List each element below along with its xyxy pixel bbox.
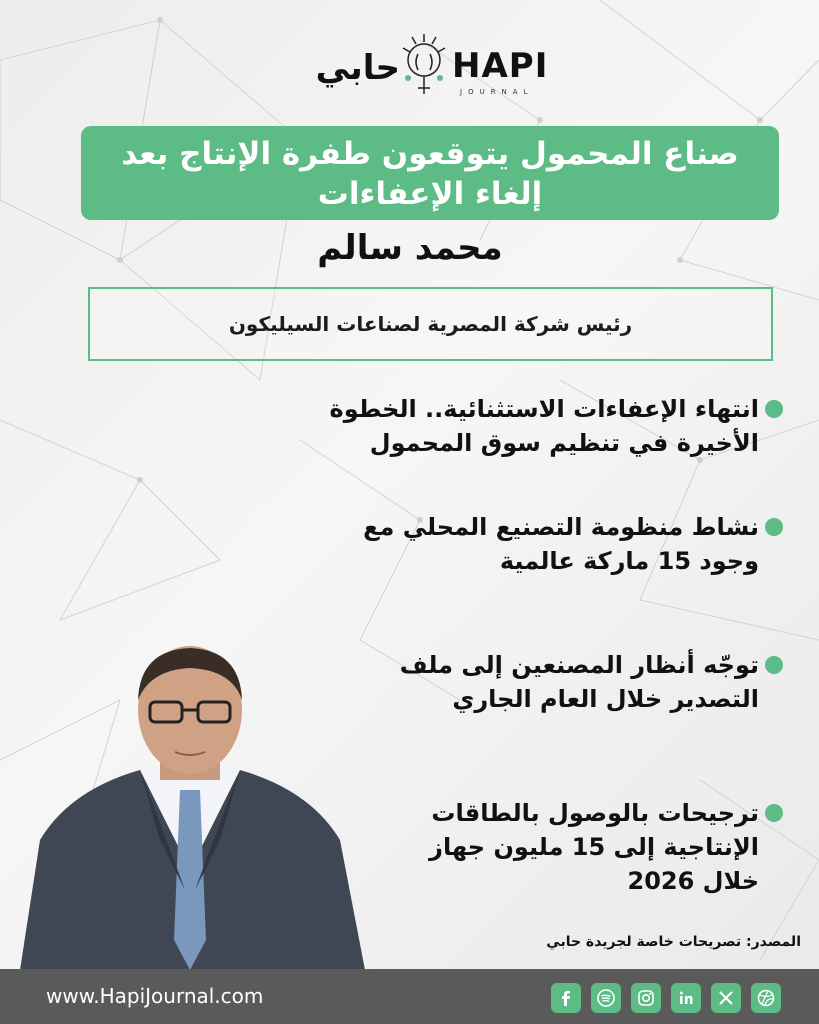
- bullet-dot-icon: [765, 804, 783, 822]
- bullet-item: [383, 648, 783, 716]
- x-icon[interactable]: [711, 983, 741, 1013]
- source-note: المصدر: تصريحات خاصة لجريدة حابي: [546, 934, 801, 950]
- logo-english: HAPI: [452, 46, 549, 86]
- instagram-icon[interactable]: [631, 983, 661, 1013]
- bullet-dot-icon: [765, 656, 783, 674]
- person-name: محمد سالم: [317, 228, 503, 268]
- bullet-dot-icon: [765, 400, 783, 418]
- footer-bar: [0, 969, 819, 1024]
- logo-emblem-icon: [398, 30, 450, 100]
- social-links: [551, 983, 781, 1013]
- logo-arabic: حابي: [315, 48, 400, 88]
- bullet-item: [423, 796, 783, 898]
- person-role: رئيس شركة المصرية لصناعات السيليكون: [228, 312, 633, 336]
- bullet-item: [343, 510, 783, 578]
- role-box: [88, 287, 773, 361]
- bullet-text: توجّه أنظار المصنعين إلى ملف التصدير خلال العام الجاري: [399, 651, 759, 713]
- bullet-dot-icon: [765, 518, 783, 536]
- bullet-text: ترجيحات بالوصول بالطاقات الإنتاجية إلى 15 مليون جهاز خلال 2026: [429, 799, 759, 895]
- headline-box: [81, 126, 779, 220]
- spotify-icon[interactable]: [591, 983, 621, 1013]
- website-link[interactable]: www.HapiJournal.com: [46, 984, 264, 1008]
- hapi-logo: [290, 30, 549, 105]
- dribbble-icon[interactable]: [751, 983, 781, 1013]
- bullet-item: [313, 392, 783, 460]
- person-photo: [10, 640, 370, 970]
- bullet-text: انتهاء الإعفاءات الاستثنائية.. الخطوة الأخيرة في تنظيم سوق المحمول: [329, 395, 759, 457]
- bullet-text: نشاط منظومة التصنيع المحلي مع وجود 15 ماركة عالمية: [363, 513, 759, 575]
- linkedin-icon[interactable]: [671, 983, 701, 1013]
- facebook-icon[interactable]: [551, 983, 581, 1013]
- logo-subtitle: JOURNAL: [460, 88, 534, 96]
- headline-text: صناع المحمول يتوقعون طفرة الإنتاج بعد إلغاء الإعفاءات: [121, 136, 739, 212]
